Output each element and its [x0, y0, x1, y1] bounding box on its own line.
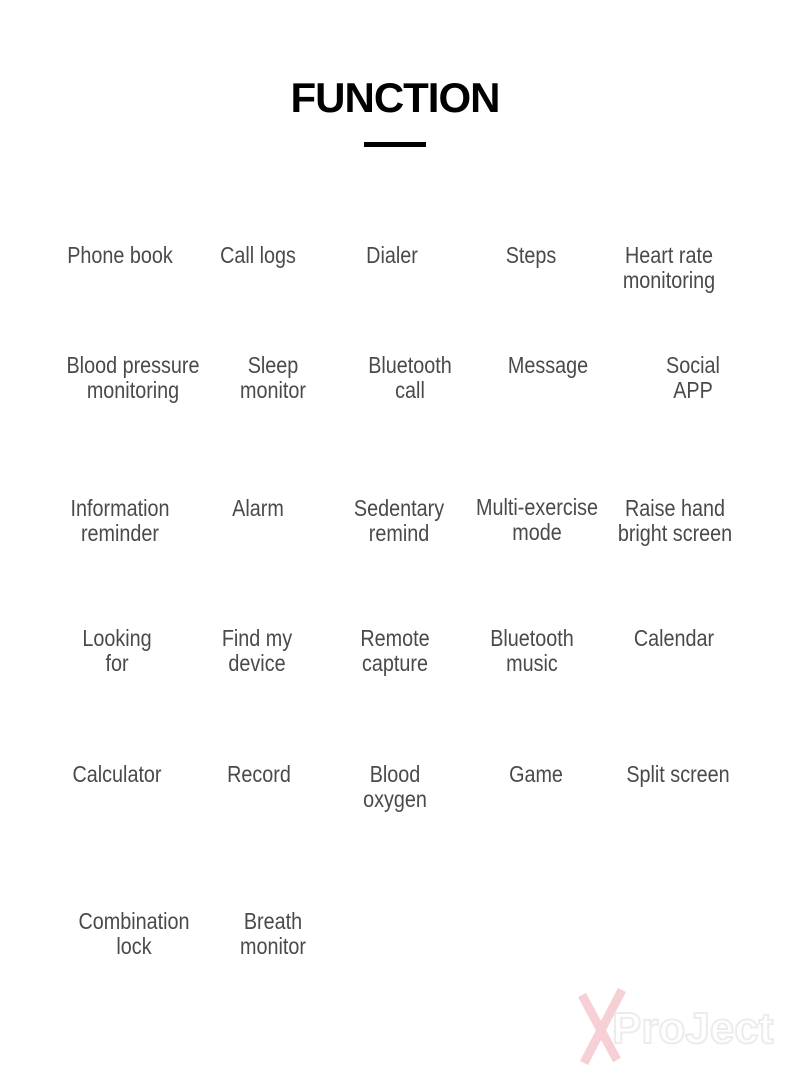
function-label-line: call: [395, 377, 425, 403]
function-item: [490, 626, 574, 676]
function-label-line: Calendar: [633, 625, 715, 651]
function-label-line: Game: [509, 761, 563, 787]
function-label-line: bright screen: [617, 520, 733, 546]
function-label-line: Combination: [78, 908, 190, 934]
function-item: [71, 496, 170, 546]
function-item: [626, 762, 729, 787]
function-label-line: monitoring: [86, 377, 180, 403]
function-item: [72, 762, 161, 787]
function-item: [666, 353, 720, 403]
function-label-line: monitor: [240, 377, 306, 403]
function-item: [363, 762, 427, 812]
xproject-watermark-logo: [572, 985, 782, 1065]
function-item: [368, 353, 452, 403]
function-label-line: Find my: [221, 625, 293, 651]
title-underline: [364, 142, 426, 147]
function-label-line: Call logs: [220, 242, 296, 268]
function-label-line: Split screen: [626, 761, 730, 787]
function-item: [506, 243, 557, 268]
function-item: [360, 626, 429, 676]
function-item: [78, 909, 189, 959]
function-item: [476, 495, 598, 545]
function-label-line: Social: [666, 352, 720, 378]
function-label-line: music: [506, 650, 558, 676]
function-item: [82, 626, 151, 676]
function-label-line: Sleep: [247, 352, 299, 378]
function-item: [66, 353, 199, 403]
function-label-line: Bluetooth: [368, 352, 452, 378]
function-item: [366, 243, 418, 268]
function-label-line: device: [228, 650, 286, 676]
function-label-line: capture: [362, 650, 428, 676]
function-item: [240, 909, 306, 959]
function-label-line: remind: [368, 520, 430, 546]
function-item: [623, 243, 715, 293]
function-label-line: Bluetooth: [490, 625, 574, 651]
function-label-line: Heart rate: [625, 242, 713, 268]
function-item: [634, 626, 714, 651]
function-label-line: for: [105, 650, 129, 676]
function-label-line: Record: [227, 761, 291, 787]
function-label-line: monitor: [240, 933, 306, 959]
function-label-line: Dialer: [366, 242, 418, 268]
function-label-line: Blood pressure: [66, 352, 200, 378]
function-label-line: lock: [116, 933, 152, 959]
function-label-line: Calculator: [72, 761, 162, 787]
function-label-line: Steps: [505, 242, 557, 268]
function-item: [618, 496, 732, 546]
function-label-line: Raise hand: [624, 495, 726, 521]
function-label-line: reminder: [80, 520, 160, 546]
function-label-line: Alarm: [232, 495, 284, 521]
function-item: [67, 243, 173, 268]
function-label-line: Remote: [360, 625, 430, 651]
svg-text:ProJect: ProJect: [612, 1004, 774, 1053]
function-label-line: Message: [507, 352, 589, 378]
function-item: [222, 626, 292, 676]
function-item: [508, 353, 588, 378]
function-item: [354, 496, 444, 546]
function-item: [232, 496, 284, 521]
function-label-line: oxygen: [363, 786, 427, 812]
function-label-line: Multi-exercise: [475, 494, 599, 520]
function-label-line: Information: [70, 495, 170, 521]
function-label-line: Blood: [369, 761, 421, 787]
function-label-line: Breath: [243, 908, 303, 934]
function-item: [509, 762, 563, 787]
page-title: FUNCTION: [290, 74, 500, 121]
function-label-line: monitoring: [622, 267, 716, 293]
function-label-line: Sedentary: [353, 495, 445, 521]
function-label-line: mode: [512, 519, 562, 545]
function-item: [227, 762, 291, 787]
function-item: [220, 243, 296, 268]
function-label-line: Phone book: [67, 242, 173, 268]
function-label-line: APP: [673, 377, 713, 403]
function-item: [240, 353, 306, 403]
function-label-line: Looking: [82, 625, 152, 651]
